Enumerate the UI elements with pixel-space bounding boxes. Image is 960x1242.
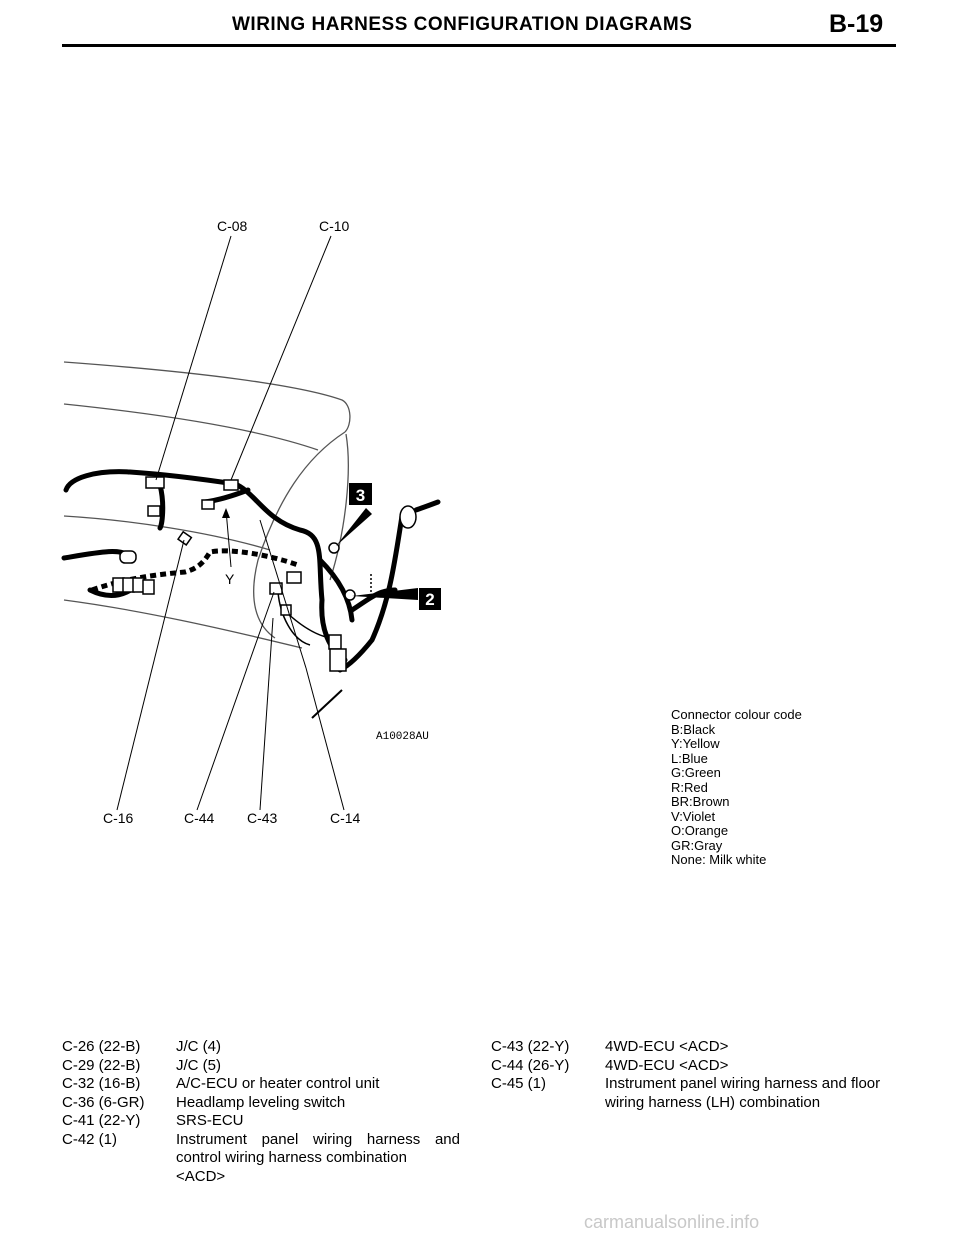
list-item <box>62 1094 460 1113</box>
grommet <box>400 506 416 528</box>
list-item <box>62 1112 460 1131</box>
connector-desc: Headlamp leveling switch <box>176 1093 346 1111</box>
marker-2: 2 <box>425 590 435 609</box>
main-harness <box>64 472 438 670</box>
callout-c14: C-14 <box>330 810 361 826</box>
connector-desc: A/C-ECU or heater control unit <box>176 1075 380 1092</box>
legend-item: BR:Brown <box>671 794 730 809</box>
legend-item: GR:Gray <box>671 837 723 853</box>
legend-item: V:Violet <box>671 808 716 824</box>
connector-code: C-43 (22-Y) <box>491 1038 570 1055</box>
connector-desc: J/C (4) <box>176 1038 221 1055</box>
ground-point-2 <box>345 590 355 600</box>
connector-desc <box>176 1131 460 1187</box>
list-item <box>62 1038 460 1057</box>
connector-c43 <box>287 572 301 583</box>
legend-item: O:Orange <box>671 823 729 838</box>
connector-c10 <box>224 480 238 490</box>
connector-desc-line: wiring harness (LH) combination <box>605 1093 821 1111</box>
legend-item: None: Milk white <box>671 852 767 867</box>
figure-code: A10028AU <box>376 731 429 743</box>
connector-desc <box>605 1075 880 1112</box>
connector-code: C-45 (1) <box>491 1075 547 1092</box>
legend-item: G:Green <box>671 765 721 780</box>
connector-c08 <box>146 477 164 488</box>
connector-desc: J/C (5) <box>176 1056 221 1074</box>
connector-code: C-32 (16-B) <box>62 1075 141 1092</box>
legend-title: Connector colour code <box>671 707 802 722</box>
callout-c16: C-16 <box>103 810 134 826</box>
callout-c44: C-44 <box>184 810 215 826</box>
list-item <box>491 1075 880 1112</box>
arrowhead-y <box>222 508 230 518</box>
callout-c43: C-43 <box>247 810 278 826</box>
list-item <box>62 1131 460 1187</box>
connector-code: C-41 (22-Y) <box>62 1112 141 1129</box>
leader-lines <box>117 236 344 810</box>
list-item <box>491 1057 880 1076</box>
connector-code: C-36 (6-GR) <box>62 1093 145 1111</box>
page-number: B-19 <box>829 10 884 38</box>
marker-3: 3 <box>355 486 366 505</box>
legend-item: R:Red <box>671 779 708 795</box>
page-header-title: WIRING HARNESS CONFIGURATION DIAGRAMS <box>232 14 693 35</box>
probe-line <box>312 690 342 718</box>
list-item <box>62 1057 460 1076</box>
callout-c10: C-10 <box>319 218 350 234</box>
callout-c08: C-08 <box>217 218 248 234</box>
connector-y <box>202 500 214 509</box>
connector-list-right <box>491 1038 880 1112</box>
legend-item: Y:Yellow <box>671 736 720 751</box>
connector-desc-line: Instrument panel wiring harness and floor <box>605 1075 881 1092</box>
connector-c14 <box>329 635 341 649</box>
connector-list-left <box>62 1038 460 1186</box>
connector-code: C-29 (22-B) <box>62 1056 141 1074</box>
connector-c16 <box>178 532 191 545</box>
connector-desc-line: <ACD> <box>176 1167 226 1185</box>
connector-code: C-44 (26-Y) <box>491 1056 570 1074</box>
callout-y: Y <box>225 571 235 587</box>
connector-c14-body <box>330 649 346 671</box>
list-item <box>491 1038 880 1057</box>
connector-block <box>143 580 154 594</box>
connector <box>148 506 160 516</box>
connector-desc-line: Instrument panel wiring harness and <box>176 1130 460 1148</box>
connector-desc-line: control wiring harness combination <box>176 1149 407 1166</box>
list-item <box>62 1075 460 1094</box>
watermark: carmanualsonline.info <box>584 1212 760 1232</box>
connector-code: C-26 (22-B) <box>62 1038 141 1055</box>
legend-item: L:Blue <box>671 750 708 766</box>
connector-desc: 4WD-ECU <ACD> <box>605 1038 729 1055</box>
connector-desc: SRS-ECU <box>176 1112 244 1129</box>
pointer-3 <box>336 508 372 546</box>
connector <box>120 551 136 563</box>
connector-colour-legend <box>671 708 802 868</box>
legend-item: B:Black <box>671 721 716 737</box>
connector-code: C-42 (1) <box>62 1130 118 1148</box>
connector-desc: 4WD-ECU <ACD> <box>605 1056 729 1074</box>
